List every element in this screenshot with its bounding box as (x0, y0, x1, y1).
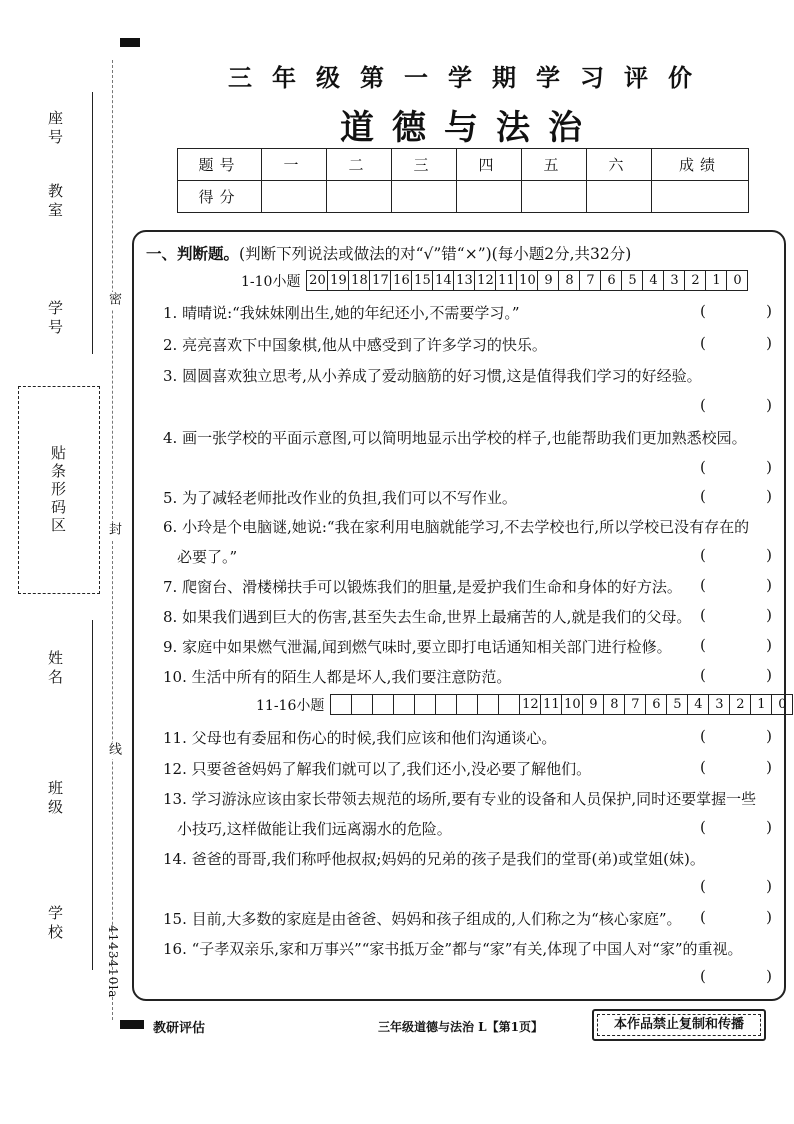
answer-paren-close: ) (766, 487, 772, 505)
section-title: 一、判断题。 (146, 244, 240, 263)
answer-paren-close: ) (766, 727, 772, 745)
question-text: 13. 学习游泳应该由家长带领去规范的场所,要有专业的设备和人员保护,同时还要掌握一些 (163, 790, 757, 808)
score-grid-cell[interactable] (478, 695, 499, 714)
binding-line-left-2 (92, 620, 93, 970)
score-grid-cell[interactable] (499, 695, 520, 714)
score-grid-cell[interactable]: 6 (646, 695, 667, 714)
score-grid-cell[interactable]: 8 (604, 695, 625, 714)
score-grid-1-cells (306, 270, 748, 291)
score-grid-cell[interactable]: 12 (520, 695, 541, 714)
binding-label-student-id: 学号 (46, 300, 64, 338)
answer-paren-open: ( (700, 302, 706, 320)
score-grid-cell[interactable]: 11 (496, 271, 517, 290)
score-input-1[interactable] (262, 181, 327, 213)
binding-label-seat-number: 座号 (46, 110, 64, 148)
answer-blank[interactable] (700, 727, 772, 745)
answer-blank[interactable] (700, 666, 772, 684)
question-text: 1. 晴晴说:“我妹妹刚出生,她的年纪还小,不需要学习。” (163, 304, 520, 322)
answer-paren-close: ) (766, 458, 772, 476)
answer-paren-open: ( (700, 396, 706, 414)
score-grid-cell[interactable]: 1 (751, 695, 772, 714)
score-grid-cell[interactable]: 9 (538, 271, 559, 290)
footer-page-label: 三年级道德与法治 L【第1页】 (378, 1020, 543, 1034)
score-grid-2-cells (330, 694, 793, 715)
answer-blank[interactable] (700, 487, 772, 505)
answer-blank[interactable] (700, 576, 772, 594)
answer-paren-close: ) (766, 302, 772, 320)
answer-paren-open: ( (700, 908, 706, 926)
score-grid-cell[interactable]: 5 (622, 271, 643, 290)
answer-paren-close: ) (766, 606, 772, 624)
question-text: 16. “子孝双亲乐,家和万事兴”“家书抵万金”都与“家”有关,体现了中国人对“家”的重视。 (163, 940, 743, 958)
answer-paren-open: ( (700, 576, 706, 594)
score-table-cell: 成绩 (652, 149, 749, 181)
seal-line (112, 60, 113, 1020)
score-table-cell: 二 (327, 149, 392, 181)
score-grid-cell[interactable] (331, 695, 352, 714)
score-grid-cell[interactable] (415, 695, 436, 714)
answer-paren-open: ( (700, 487, 706, 505)
answer-paren-close: ) (766, 666, 772, 684)
score-grid-cell[interactable]: 7 (625, 695, 646, 714)
score-input-4[interactable] (457, 181, 522, 213)
answer-blank[interactable] (700, 458, 772, 476)
subject-title: 道德与法治 (340, 108, 600, 148)
score-grid-cell[interactable]: 2 (730, 695, 751, 714)
score-table-cell: 三 (392, 149, 457, 181)
score-grid-cell[interactable] (373, 695, 394, 714)
answer-blank[interactable] (700, 908, 772, 926)
score-grid-1-label: 1-10小题 (241, 273, 301, 290)
copyright-stamp (592, 1009, 766, 1041)
score-table-score-row (178, 181, 749, 213)
score-grid-cell[interactable] (352, 695, 373, 714)
score-input-6[interactable] (587, 181, 652, 213)
answer-blank[interactable] (700, 334, 772, 352)
answer-paren-open: ( (700, 636, 706, 654)
score-grid-cell[interactable] (457, 695, 478, 714)
score-grid-cell[interactable]: 9 (583, 695, 604, 714)
question-text: 3. 圆圆喜欢独立思考,从小养成了爱动脑筋的好习惯,这是值得我们学习的好经验。 (163, 367, 702, 385)
question-text: 必要了。” (177, 548, 238, 566)
score-grid-cell[interactable]: 13 (454, 271, 475, 290)
document-code: 4143410la (106, 925, 120, 999)
answer-paren-open: ( (700, 758, 706, 776)
score-table-cell: 四 (457, 149, 522, 181)
question-text: 9. 家庭中如果燃气泄漏,闻到燃气味时,要立即打电话通知相关部门进行检修。 (163, 638, 672, 656)
question-text: 15. 目前,大多数的家庭是由爸爸、妈妈和孩子组成的,人们称之为“核心家庭”。 (163, 910, 682, 928)
answer-paren-open: ( (700, 967, 706, 985)
copyright-stamp-text: 本作品禁止复制和传播 (597, 1014, 761, 1036)
answer-paren-open: ( (700, 877, 706, 895)
binding-line-left-1 (92, 92, 93, 354)
score-grid-cell[interactable] (436, 695, 457, 714)
answer-paren-open: ( (700, 818, 706, 836)
score-grid-2-label: 11-16小题 (256, 697, 325, 714)
score-grid-cell[interactable]: 5 (667, 695, 688, 714)
answer-paren-close: ) (766, 967, 772, 985)
score-table-cell: 一 (262, 149, 327, 181)
score-table-cell: 六 (587, 149, 652, 181)
binding-label-name: 姓名 (46, 650, 64, 688)
score-table-header-row (178, 149, 749, 181)
answer-paren-open: ( (700, 334, 706, 352)
score-grid-cell[interactable]: 17 (370, 271, 391, 290)
binding-label-school: 学校 (46, 905, 64, 943)
binding-label-classroom: 教室 (46, 183, 64, 221)
answer-paren-open: ( (700, 546, 706, 564)
question-text: 5. 为了减轻老师批改作业的负担,我们可以不写作业。 (163, 489, 517, 507)
score-grid-cell[interactable]: 0 (778, 697, 787, 712)
question-text: 14. 爸爸的哥哥,我们称呼他叔叔;妈妈的兄弟的孩子是我们的堂哥(弟)或堂姐(妹)。 (163, 850, 705, 868)
score-grid-cell[interactable] (394, 695, 415, 714)
answer-blank[interactable] (700, 818, 772, 836)
score-grid-cell[interactable]: 14 (433, 271, 454, 290)
question-text: 10. 生活中所有的陌生人都是坏人,我们要注意防范。 (163, 668, 512, 686)
score-table-cell: 题号 (178, 149, 262, 181)
answer-blank[interactable] (700, 396, 772, 414)
answer-blank[interactable] (700, 546, 772, 564)
score-grid-cell[interactable]: 11 (541, 695, 562, 714)
score-grid-1 (241, 270, 748, 291)
answer-paren-open: ( (700, 458, 706, 476)
score-grid-cell[interactable]: 18 (349, 271, 370, 290)
answer-blank[interactable] (700, 758, 772, 776)
answer-paren-close: ) (766, 334, 772, 352)
binding-label-class: 班级 (46, 780, 64, 818)
question-text: 6. 小玲是个电脑谜,她说:“我在家利用电脑就能学习,不去学校也行,所以学校已没有存在的 (163, 518, 750, 536)
score-input-2[interactable] (327, 181, 392, 213)
question-text: 2. 亮亮喜欢下中国象棋,他从中感受到了许多学习的快乐。 (163, 336, 547, 354)
score-grid-cell[interactable]: 7 (580, 271, 601, 290)
answer-blank[interactable] (700, 877, 772, 895)
answer-paren-close: ) (766, 396, 772, 414)
answer-paren-open: ( (700, 727, 706, 745)
score-grid-cell[interactable]: 12 (475, 271, 496, 290)
footer-left-text: 教研评估 (153, 1021, 206, 1036)
score-grid-cell[interactable]: 1 (706, 271, 727, 290)
barcode-area-label: 贴条形码区 (49, 445, 67, 535)
answer-paren-close: ) (766, 576, 772, 594)
registration-mark-top (120, 38, 140, 47)
section-heading (146, 242, 631, 264)
answer-blank[interactable] (700, 606, 772, 624)
score-grid-cell[interactable]: 8 (559, 271, 580, 290)
answer-paren-close: ) (766, 877, 772, 895)
seal-char-feng: 封 (106, 522, 121, 539)
answer-paren-open: ( (700, 666, 706, 684)
question-text: 7. 爬窗台、滑楼梯扶手可以锻炼我们的胆量,是爱护我们生命和身体的好方法。 (163, 578, 682, 596)
score-grid-cell[interactable]: 3 (664, 271, 685, 290)
question-text: 8. 如果我们遇到巨大的伤害,甚至失去生命,世界上最痛苦的人,就是我们的父母。 (163, 608, 692, 626)
answer-paren-close: ) (766, 758, 772, 776)
score-grid-cell[interactable]: 6 (601, 271, 622, 290)
score-table (177, 148, 749, 213)
score-row-label: 得分 (178, 181, 262, 213)
score-grid-cell[interactable]: 2 (685, 271, 706, 290)
score-grid-cell[interactable]: 4 (688, 695, 709, 714)
answer-blank[interactable] (700, 967, 772, 985)
score-grid-cell[interactable]: 10 (562, 695, 583, 714)
question-text: 小技巧,这样做能让我们远离溺水的危险。 (177, 820, 452, 838)
question-text: 12. 只要爸爸妈妈了解我们就可以了,我们还小,没必要了解他们。 (163, 760, 592, 778)
seal-char-xian: 线 (106, 742, 121, 759)
answer-paren-open: ( (700, 606, 706, 624)
answer-blank[interactable] (700, 636, 772, 654)
score-grid-cell[interactable]: 20 (307, 271, 328, 290)
score-table-cell: 五 (522, 149, 587, 181)
score-grid-cell[interactable]: 4 (643, 271, 664, 290)
score-grid-cell[interactable]: 15 (412, 271, 433, 290)
score-grid-cell[interactable]: 10 (517, 271, 538, 290)
score-grid-cell[interactable]: 3 (709, 695, 730, 714)
answer-blank[interactable] (700, 302, 772, 320)
answer-paren-close: ) (766, 908, 772, 926)
score-grid-cell[interactable]: 19 (328, 271, 349, 290)
section-instructions: (判断下列说法或做法的对“√”错“×”)(每小题2分,共32分) (239, 245, 632, 263)
score-input-3[interactable] (392, 181, 457, 213)
score-input-5[interactable] (522, 181, 587, 213)
answer-paren-close: ) (766, 818, 772, 836)
registration-mark-bottom (120, 1020, 144, 1029)
answer-paren-close: ) (766, 636, 772, 654)
score-grid-cell[interactable]: 0 (733, 273, 742, 288)
score-grid-2 (256, 694, 793, 715)
score-input-total[interactable] (652, 181, 749, 213)
score-grid-cell[interactable]: 16 (391, 271, 412, 290)
grade-title: 三年级第一学期学习评价 (228, 63, 712, 92)
answer-paren-close: ) (766, 546, 772, 564)
seal-char-mi: 密 (106, 292, 121, 309)
question-text: 4. 画一张学校的平面示意图,可以简明地显示出学校的样子,也能帮助我们更加熟悉校园。 (163, 429, 747, 447)
question-text: 11. 父母也有委屈和伤心的时候,我们应该和他们沟通谈心。 (163, 729, 557, 747)
